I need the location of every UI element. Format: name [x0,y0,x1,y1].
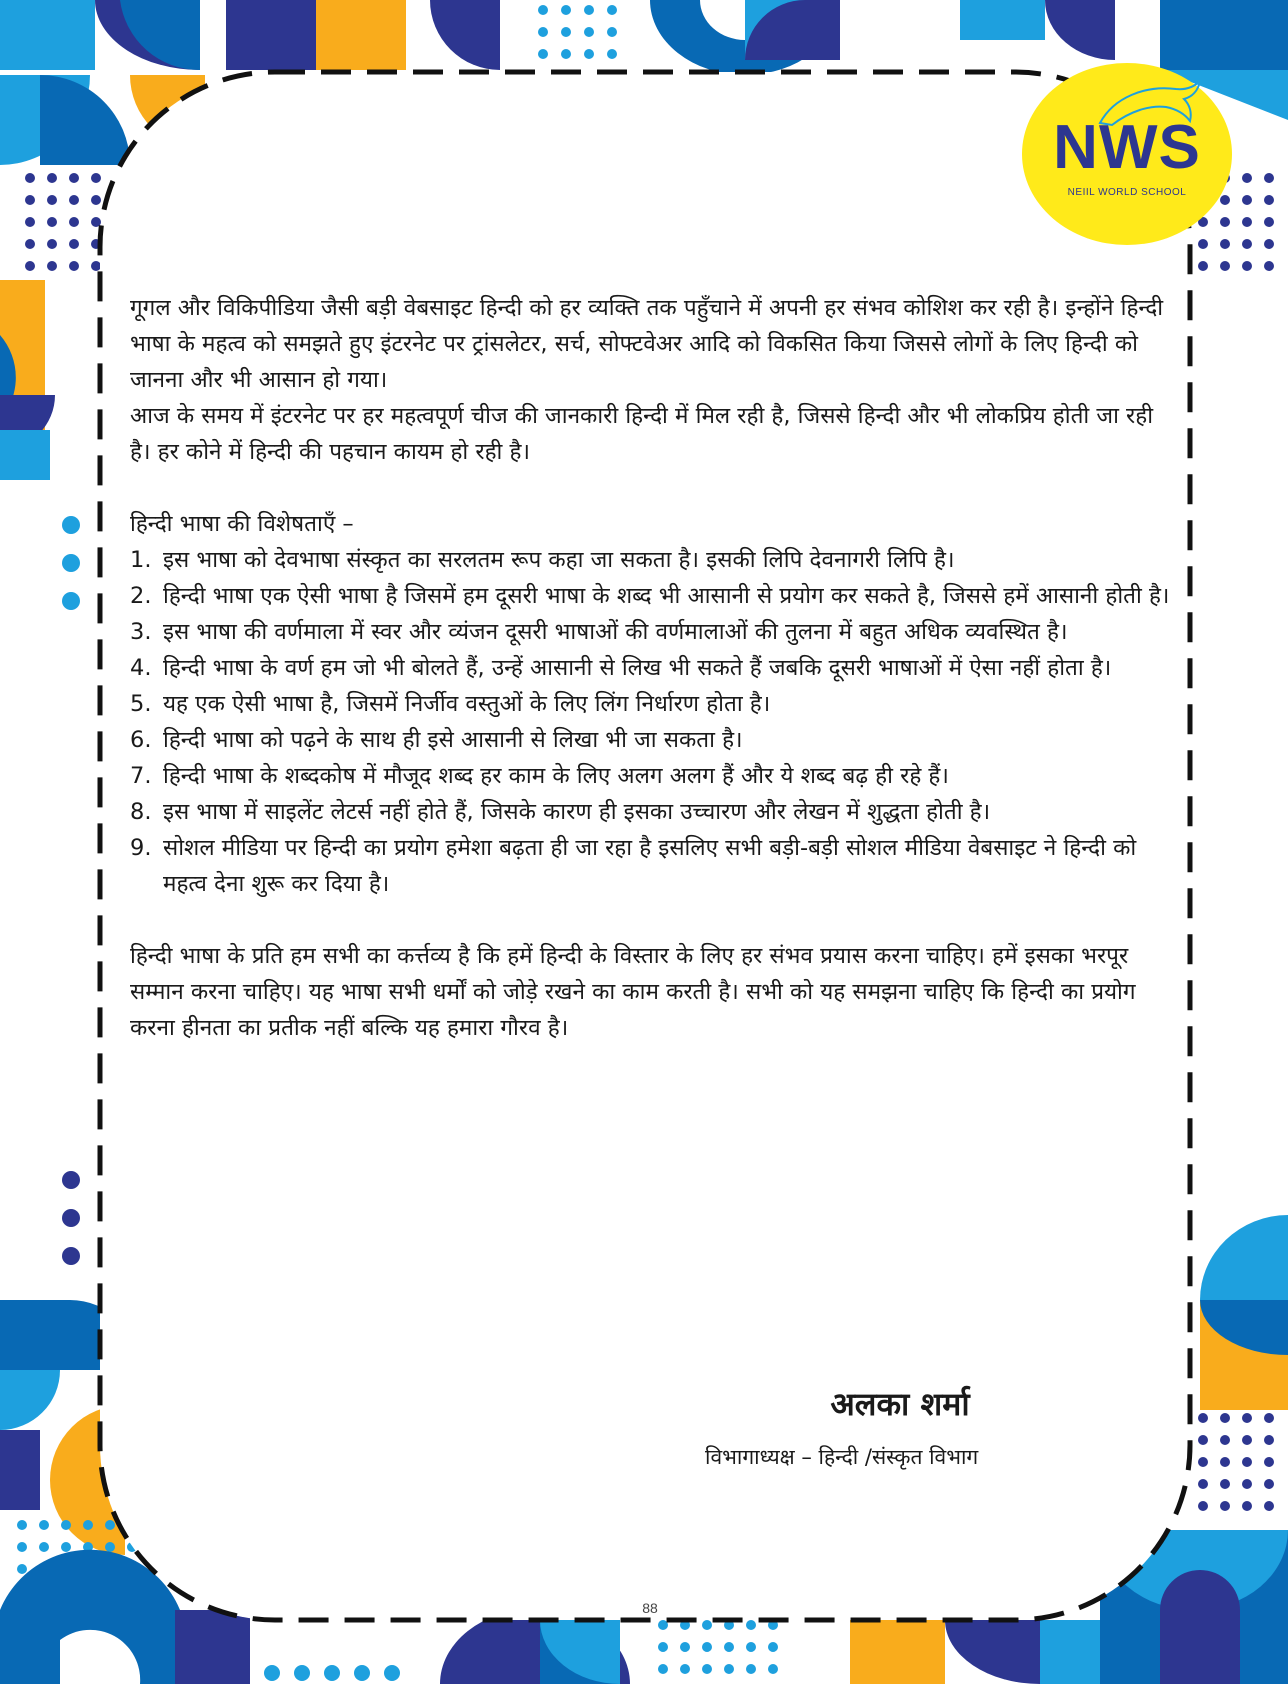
features-heading: हिन्दी भाषा की विशेषताएँ – [130,511,354,537]
list-item-text: इस भाषा की वर्णमाला में स्वर और व्यंजन दूसरी भाषाओं की वर्णमालाओं की तुलना में बहुत अधिक व्यवस्थित है। [163,619,1068,645]
top-dots [538,5,617,59]
list-item-text: हिन्दी भाषा के शब्दकोष में मौजूद शब्द हर काम के लिए अलग अलग हैं और ये शब्द बढ़ ही रहे हैं। [163,763,949,789]
list-item [130,830,1180,902]
list-item [130,686,1180,722]
list-item [130,542,1180,578]
list-item-text: हिन्दी भाषा को पढ़ने के साथ ही इसे आसानी से लिखा भी जा सकता है। [163,727,743,753]
article-content [130,290,1180,1046]
right-bottom-dots [1198,1413,1274,1511]
list-item-text: यह एक ऐसी भाषा है, जिसमें निर्जीव वस्तुओं के लिए लिंग निर्धारण होता है। [163,691,771,717]
list-item [130,614,1180,650]
list-item [130,578,1180,614]
list-item-number: 4. [130,655,152,681]
list-item [130,650,1180,686]
list-item-number: 1. [130,547,152,573]
list-item-number: 5. [130,691,152,717]
features-list [130,542,1180,902]
logo-school-name: NEIIL WORLD SCHOOL [1067,187,1187,198]
list-item-number: 6. [130,727,152,753]
list-item-text: इस भाषा में साइलेंट लेटर्स नहीं होते हैं, जिसके कारण ही इसका उच्चारण और लेखन में शुद्धता होती है। [163,799,991,825]
list-item-text: हिन्दी भाषा के वर्ण हम जो भी बोलते हैं, उन्हें आसानी से लिख भी सकते हैं जबकि दूसरी भाषाओं में ऐसा नहीं होता है। [163,655,1112,681]
list-item [130,758,1180,794]
intro-paragraph-1: गूगल और विकिपीडिया जैसी बड़ी वेबसाइट हिन्दी को हर व्यक्ति तक पहुँचाने में अपनी हर संभव कोशिश कर रही है। इन्होंने हिन्दी भाषा के महत्व को समझते हुए इंटरनेट पर ट्रांसलेटर, सर्च, सोफ्टवेअर आदि को विकसित किया जिससे लोगों के लिए हिन्दी को जानना और भी आसान हो गया। [130,295,1164,393]
school-logo [1022,63,1232,245]
list-item-text: हिन्दी भाषा एक ऐसी भाषा है जिसमें हम दूसरी भाषा के शब्द भी आसानी से प्रयोग कर सकते है, जिससे हमें आसानी होती है। [163,583,1170,609]
intro-paragraph-2: आज के समय में इंटरनेट पर हर महत्वपूर्ण चीज की जानकारी हिन्दी में मिल रही है, जिससे हिन्दी और भी लोकप्रिय होती जा रही है। हर कोने में हिन्दी की पहचान कायम हो रही है। [130,403,1154,465]
author-name: अलका शर्मा [830,1385,970,1423]
list-item-text: इस भाषा को देवभाषा संस्कृत का सरलतम रूप कहा जा सकता है। इसकी लिपि देवनागरी लिपि है। [163,547,955,573]
left-dots [25,173,101,271]
page-number: 88 [642,1600,658,1616]
list-item-text: सोशल मीडिया पर हिन्दी का प्रयोग हमेशा बढ़ता ही जा रहा है इसलिए सभी बड़ी-बड़ी सोशल मीडिया वेबसाइट ने हिन्दी को महत्व देना शुरू कर दिया है। [163,835,1137,897]
list-item-number: 9. [130,835,152,861]
closing-paragraph: हिन्दी भाषा के प्रति हम सभी का कर्त्तव्य है कि हमें हिन्दी के विस्तार के लिए हर संभव प्रयास करना चाहिए। हमें इसका भरपूर सम्मान करना चाहिए। यह भाषा सभी धर्मों को जोड़े रखने का काम करती है। सभी को यह समझना चाहिए कि हिन्दी का प्रयोग करना हीनता का प्रतीक नहीं बल्कि यह हमारा गौरव है। [130,943,1136,1041]
list-item-number: 7. [130,763,152,789]
logo-initials: NWS [1053,113,1201,182]
list-item-number: 2. [130,583,152,609]
author-designation: विभागाध्यक्ष – हिन्दी /संस्कृत विभाग [705,1445,979,1469]
list-item [130,722,1180,758]
list-item-number: 8. [130,799,152,825]
left-side-bullets [62,516,80,1265]
list-item [130,794,1180,830]
list-item-number: 3. [130,619,152,645]
